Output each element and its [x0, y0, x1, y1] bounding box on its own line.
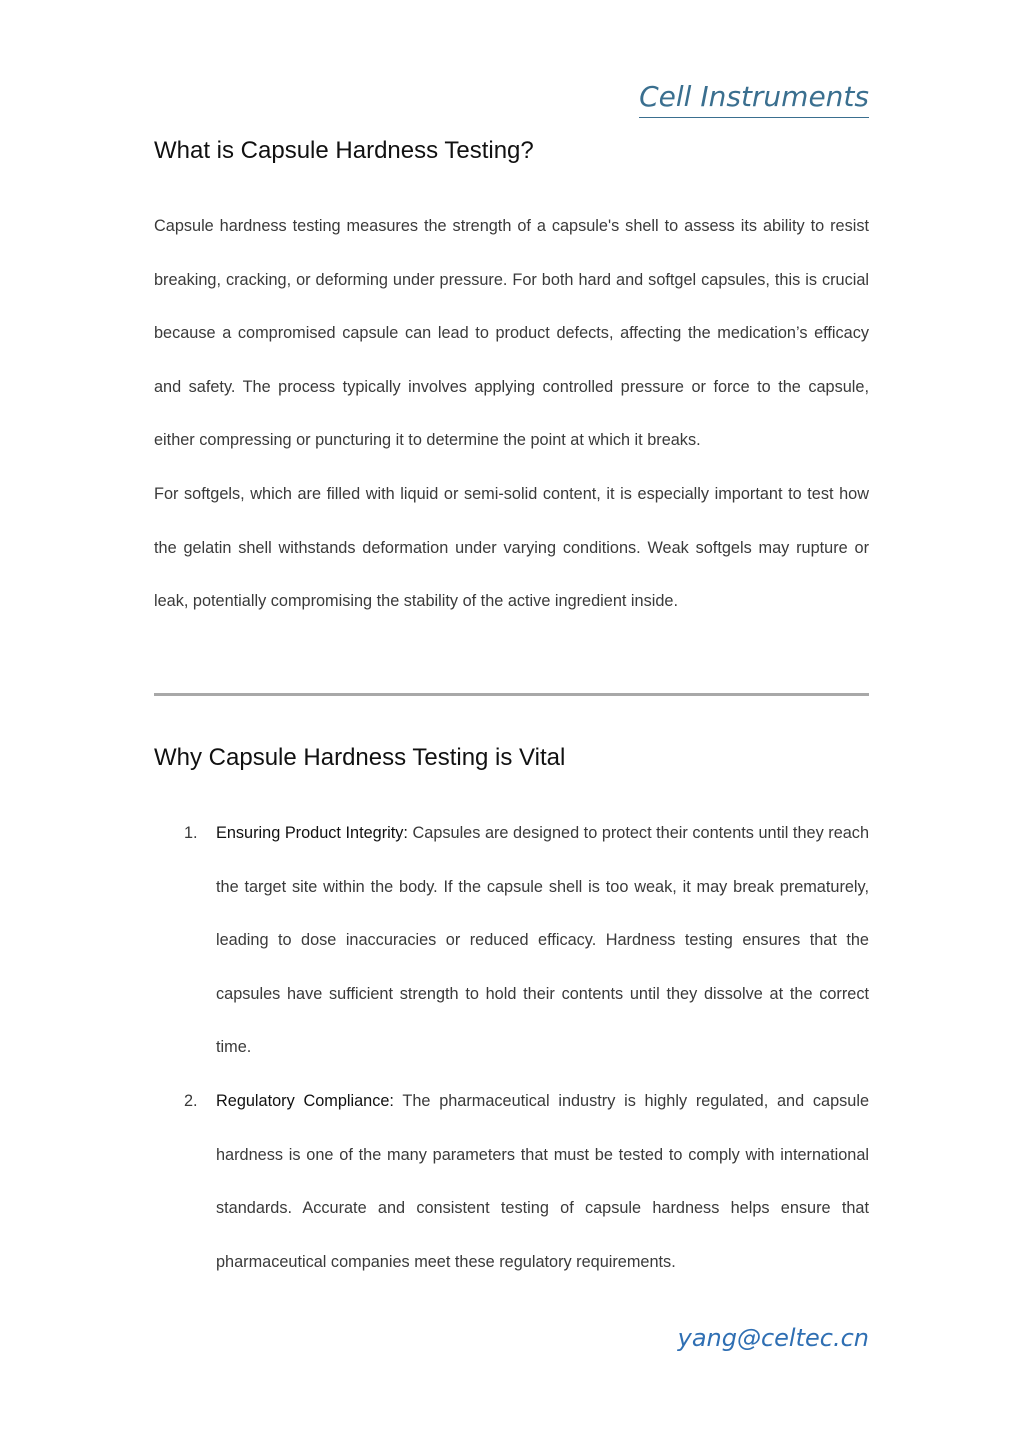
- section-divider: [154, 693, 869, 696]
- paragraph: Capsule hardness testing measures the strength of a capsule's shell to assess its ability to resist breaking, cracking, or deforming under pressure. For both hard and softgel capsules, this is crucial because a compromised capsule can lead to product defects, affecting the medication’s efficacy and safety. The process typically involves applying controlled pressure or force to the capsule, either compressing or puncturing it to determine the point at which it breaks.: [154, 217, 869, 450]
- section-what-is-body: [154, 200, 869, 629]
- reasons-list: [154, 807, 869, 1289]
- list-item: [154, 807, 869, 1075]
- list-item-number: 2.: [184, 1091, 198, 1110]
- section-what-is: [154, 135, 869, 167]
- section-title: Why Capsule Hardness Testing is Vital: [154, 744, 566, 771]
- list-item-body: [216, 1075, 869, 1289]
- section-title: What is Capsule Hardness Testing?: [154, 137, 534, 164]
- list-item-title: Ensuring Product Integrity:: [216, 824, 408, 842]
- list-item-text: The pharmaceutical industry is highly regulated, and capsule hardness is one of the many parameters that must be tested to comply with international standards. Accurate and consistent testing of capsule hardness helps ensure that pharmaceutical companies meet these regulatory requirements.: [216, 1091, 869, 1271]
- list-item: [154, 1075, 869, 1289]
- contact-email: yang@celtec.cn: [677, 1324, 869, 1352]
- list-item-title: Regulatory Compliance:: [216, 1091, 394, 1110]
- list-item-number: 1.: [184, 824, 198, 842]
- paragraph: For softgels, which are filled with liquid or semi-solid content, it is especially important to test how the gelatin shell withstands deformation under varying conditions. Weak softgels may rupture or leak, potentially compromising the stability of the active ingredient inside.: [154, 484, 869, 611]
- list-item-text: Capsules are designed to protect their contents until they reach the target site within the body. If the capsule shell is too weak, it may break prematurely, leading to dose inaccuracies or reduced efficacy. Hardness testing ensures that the capsules have sufficient strength to hold their contents until they dissolve at the correct time.: [216, 824, 869, 1057]
- section-why-vital: [154, 742, 869, 774]
- brand-logo-text: Cell Instruments: [639, 80, 869, 118]
- list-item-body: [216, 807, 869, 1075]
